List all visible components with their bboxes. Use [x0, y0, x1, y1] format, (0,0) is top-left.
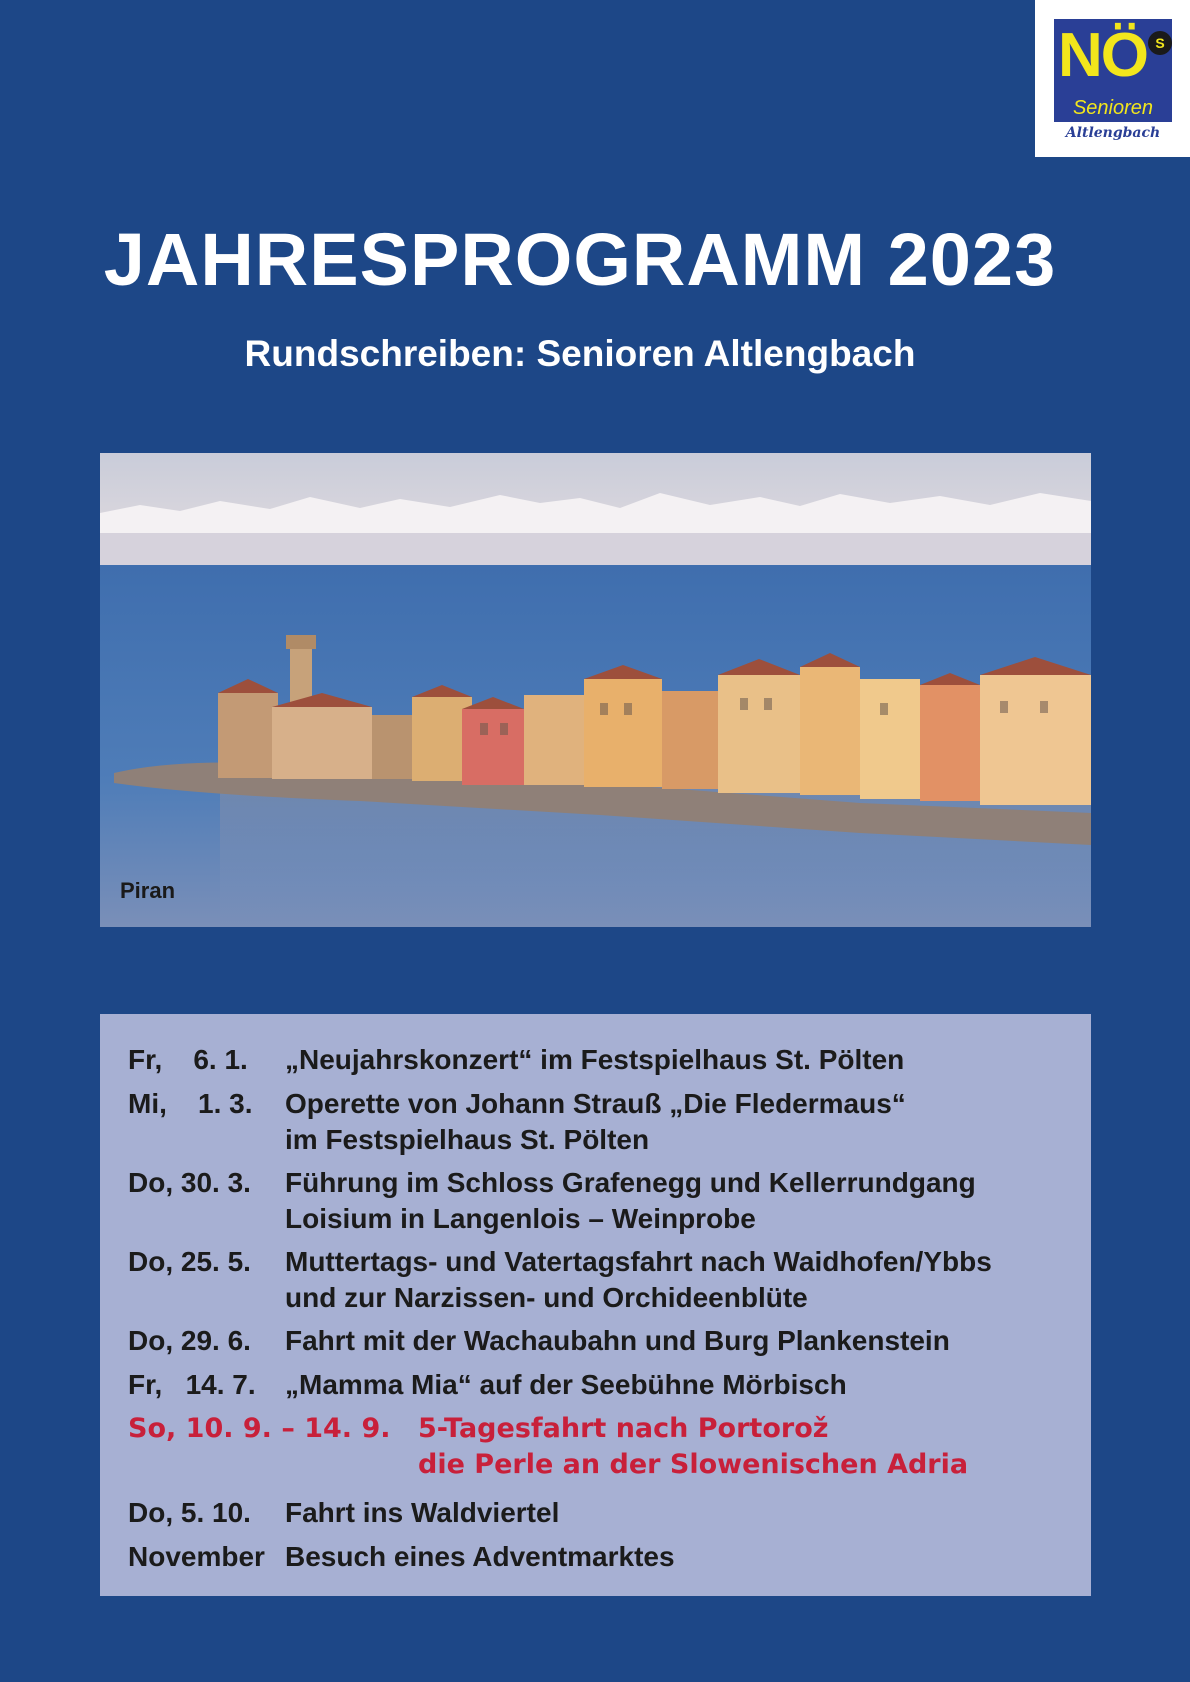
logo — [1035, 0, 1190, 157]
entry-text: „Neujahrskonzert“ im Festspielhaus St. Pölten — [285, 1044, 905, 1075]
entry-text: Besuch eines Adventmarktes — [285, 1541, 675, 1572]
entry-date: So, 10. 9. – 14. 9. — [128, 1413, 391, 1444]
logo-town: Altlengbach — [1054, 122, 1172, 144]
entry-date: Fr, 14. 7. — [128, 1369, 256, 1400]
entry-date: Do, 5. 10. — [128, 1497, 251, 1528]
entry-text: Fahrt ins Waldviertel — [285, 1497, 560, 1528]
entry-text: Führung im Schloss Grafenegg und Kellerrundgang Loisium in Langenlois – Weinprobe — [285, 1167, 976, 1234]
entry-date: Do, 29. 6. — [128, 1325, 251, 1356]
entry-text: Muttertags- und Vatertagsfahrt nach Waidhofen/Ybbs und zur Narzissen- und Orchideenblüte — [285, 1246, 992, 1313]
entry-date: Do, 30. 3. — [128, 1167, 251, 1198]
entry-text: 5-Tagesfahrt nach Portorož die Perle an der Slowenischen Adria — [418, 1413, 969, 1480]
entry-text: Operette von Johann Strauß „Die Fledermaus“ im Festspielhaus St. Pölten — [285, 1088, 906, 1155]
logo-s-mark: S — [1148, 31, 1172, 55]
logo-org: Senioren — [1072, 97, 1154, 119]
piran-photo — [100, 453, 1091, 927]
entry-text: Fahrt mit der Wachaubahn und Burg Plankenstein — [285, 1325, 950, 1356]
page-subtitle: Rundschreiben: Senioren Altlengbach — [244, 333, 916, 374]
page-title: JAHRESPROGRAMM 2023 — [103, 218, 1057, 301]
entry-date: Do, 25. 5. — [128, 1246, 251, 1277]
entry-date: Fr, 6. 1. — [128, 1044, 248, 1075]
logo-emblem — [1054, 19, 1172, 144]
entry-date: November — [128, 1541, 265, 1572]
piran-photo-illustration — [100, 453, 1091, 927]
entry-date: Mi, 1. 3. — [128, 1088, 253, 1119]
program-list — [100, 1014, 1091, 1596]
logo-brand: NÖ — [1058, 21, 1147, 90]
entry-text: „Mamma Mia“ auf der Seebühne Mörbisch — [285, 1369, 847, 1400]
photo-caption: Piran — [120, 878, 176, 903]
